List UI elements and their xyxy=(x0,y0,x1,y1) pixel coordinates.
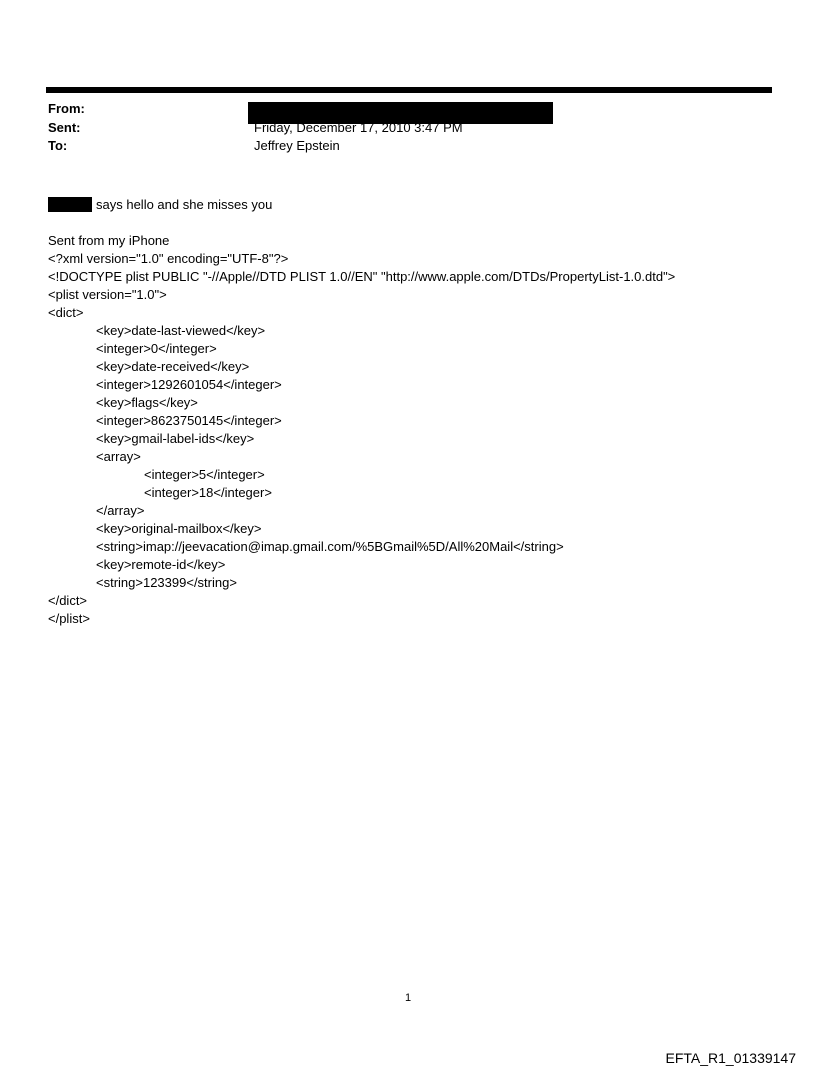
greeting-line xyxy=(48,196,772,214)
to-label: To: xyxy=(48,138,68,153)
sent-label: Sent: xyxy=(48,120,81,135)
plist-line: </array> xyxy=(96,503,145,518)
plist-line: <key>original-mailbox</key> xyxy=(96,521,262,536)
plist-line: <integer>5</integer> xyxy=(144,467,265,482)
from-label: From: xyxy=(48,101,85,116)
plist-line: <string>imap://jeevacation@imap.gmail.com/%5BGmail%5D/All%20Mail</string> xyxy=(96,539,564,554)
header-divider-rule xyxy=(46,87,772,93)
email-body xyxy=(48,196,772,628)
blank-line xyxy=(48,214,772,232)
plist-line: <plist version="1.0"> xyxy=(48,287,167,302)
plist-line: <key>remote-id</key> xyxy=(96,557,226,572)
plist-line: <integer>0</integer> xyxy=(96,341,217,356)
plist-line: </dict> xyxy=(48,593,88,608)
plist-line: <integer>18</integer> xyxy=(144,485,272,500)
sent-value: Friday, December 17, 2010 3:47 PM xyxy=(254,120,463,135)
to-value: Jeffrey Epstein xyxy=(254,138,340,153)
plist-line: <array> xyxy=(96,449,141,464)
header-row-to xyxy=(48,137,772,155)
plist-line: <string>123399</string> xyxy=(96,575,237,590)
plist-line: <key>gmail-label-ids</key> xyxy=(96,431,255,446)
plist-line: <key>date-received</key> xyxy=(96,359,250,374)
plist-line: <key>flags</key> xyxy=(96,395,198,410)
greeting-text: says hello and she misses you xyxy=(96,197,273,212)
plist-line: <?xml version="1.0" encoding="UTF-8"?> xyxy=(48,251,289,266)
plist-line: <integer>8623750145</integer> xyxy=(96,413,282,428)
header-row-sent xyxy=(48,119,772,137)
plist-line: <dict> xyxy=(48,305,84,320)
plist-line: <integer>1292601054</integer> xyxy=(96,377,282,392)
signature-text: Sent from my iPhone xyxy=(48,233,170,248)
plist-line: </plist> xyxy=(48,611,90,626)
plist-line: <key>date-last-viewed</key> xyxy=(96,323,266,338)
page-number: 1 xyxy=(404,992,412,1004)
bates-number: EFTA_R1_01339147 xyxy=(665,1050,796,1066)
sender-name-redaction-bar xyxy=(48,197,92,212)
plist-line: <!DOCTYPE plist PUBLIC "-//Apple//DTD PLIST 1.0//EN" "http://www.apple.com/DTDs/PropertyList-1.0.dtd"> xyxy=(48,269,676,284)
